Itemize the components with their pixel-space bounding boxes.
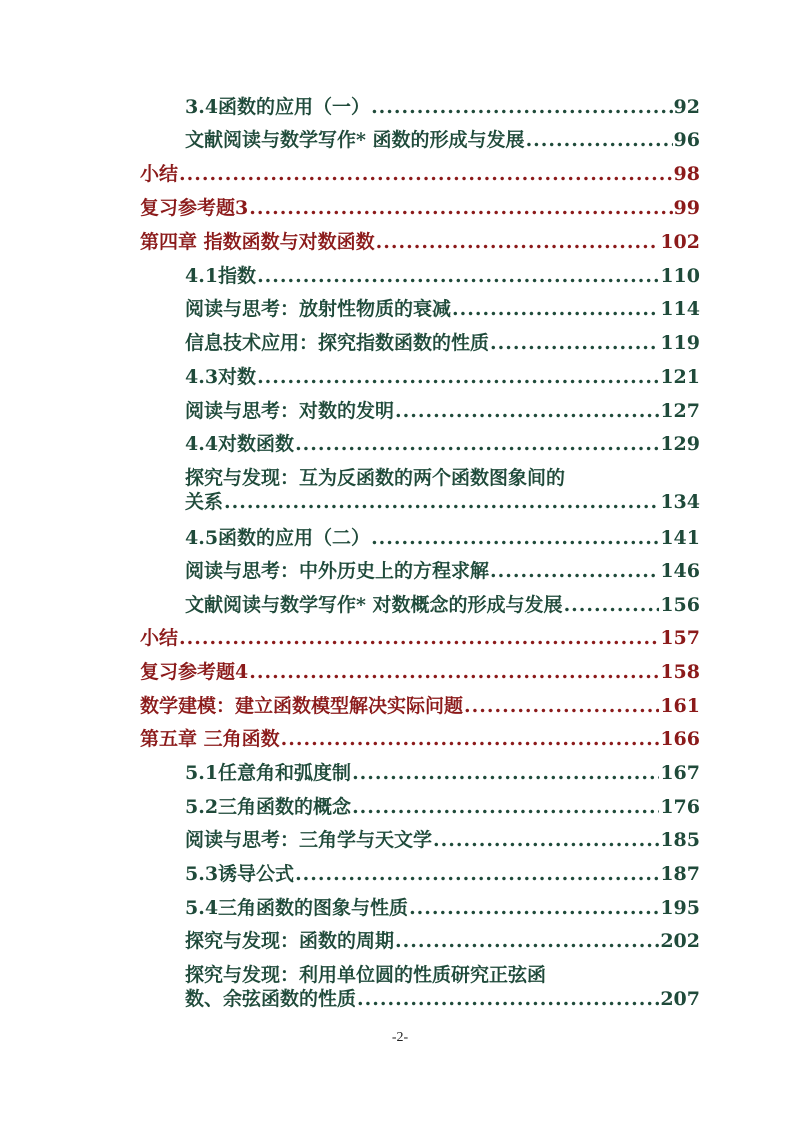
toc-title: 4.4对数函数: [185, 433, 295, 455]
toc-title: 文献阅读与数学写作* 函数的形成与发展: [185, 129, 525, 151]
toc-entry-section[interactable]: [185, 432, 700, 456]
toc-row: [0, 128, 800, 158]
toc-row: [0, 761, 800, 791]
toc-row: [0, 162, 800, 192]
toc-title-line1: 探究与发现：利用单位圆的性质研究正弦函: [185, 964, 547, 986]
toc-entry-section[interactable]: [185, 795, 700, 819]
toc-row: [0, 559, 800, 589]
toc-entry-multiline[interactable]: [185, 466, 700, 514]
toc-entry-section[interactable]: [185, 862, 700, 886]
toc-title: 第五章 三角函数: [140, 728, 280, 750]
leader-dots: [464, 694, 659, 718]
toc-page-number: 121: [660, 366, 700, 388]
toc-row: [0, 828, 800, 858]
leader-dots: [295, 862, 659, 886]
toc-page-number: 146: [660, 560, 700, 582]
toc-row: [0, 297, 800, 327]
toc-entry-section[interactable]: [185, 95, 700, 119]
toc-entry-section[interactable]: [185, 559, 700, 583]
toc-entry-multiline[interactable]: [185, 963, 700, 1011]
toc-title: 5.3诱导公式: [185, 863, 295, 885]
leader-dots: [249, 660, 659, 684]
toc-entry-chapter[interactable]: [140, 626, 700, 650]
toc-title: 5.4三角函数的图象与性质: [185, 897, 409, 919]
leader-dots: [179, 626, 659, 650]
toc-page-number: 166: [660, 728, 700, 750]
leader-dots: [352, 761, 659, 785]
leader-dots: [281, 727, 660, 751]
toc-entry-section[interactable]: [185, 761, 700, 785]
toc-page-number: 114: [660, 298, 700, 320]
toc-title: 阅读与思考：放射性物质的衰减: [185, 298, 452, 320]
leader-dots: [295, 432, 659, 456]
toc-page-number: 185: [660, 829, 700, 851]
leader-dots: [409, 896, 659, 920]
toc-page-number: 96: [673, 129, 700, 151]
toc-row: [0, 626, 800, 656]
toc-row: [0, 929, 800, 959]
toc-title: 信息技术应用：探究指数函数的性质: [185, 332, 490, 354]
toc-page-number: 202: [660, 930, 700, 952]
toc-row: [0, 365, 800, 395]
toc-title: 文献阅读与数学写作* 对数概念的形成与发展: [185, 594, 563, 616]
toc-row: [0, 963, 800, 1019]
toc-entry-section[interactable]: [185, 331, 700, 355]
toc-entry-section[interactable]: [185, 264, 700, 288]
toc-title: 复习参考题4: [140, 661, 249, 683]
leader-dots: [352, 795, 659, 819]
toc-entry-section[interactable]: [185, 128, 700, 152]
toc-page-number: 98: [673, 163, 700, 185]
toc-page-number: 127: [660, 400, 700, 422]
toc-title: 阅读与思考：对数的发明: [185, 400, 395, 422]
toc-row: [0, 727, 800, 757]
toc-title: 阅读与思考：三角学与天文学: [185, 829, 433, 851]
toc-entry-section[interactable]: [185, 526, 700, 550]
leader-dots: [224, 490, 659, 514]
toc-title: 4.3对数: [185, 366, 257, 388]
toc-page-number: 99: [673, 197, 700, 219]
toc-title: 小结: [140, 627, 179, 649]
toc-page-number: 195: [660, 897, 700, 919]
toc-row: [0, 466, 800, 522]
toc-entry-chapter[interactable]: [140, 230, 700, 254]
toc-page-number: 156: [660, 594, 700, 616]
toc-page-number: 187: [660, 863, 700, 885]
leader-dots: [357, 987, 659, 1011]
toc-entry-section[interactable]: [185, 593, 700, 617]
toc-page-number: 157: [660, 627, 700, 649]
toc-row: [0, 264, 800, 294]
toc-entry-section[interactable]: [185, 365, 700, 389]
toc-entry-section[interactable]: [185, 828, 700, 852]
toc-row: [0, 196, 800, 226]
toc-row: [0, 660, 800, 690]
toc-title-line1: 探究与发现：互为反函数的两个函数图象间的: [185, 467, 566, 489]
toc-title: 关系: [185, 491, 224, 513]
leader-dots: [490, 331, 659, 355]
leader-dots: [179, 162, 673, 186]
leader-dots: [564, 593, 660, 617]
toc-page-number: 134: [660, 491, 700, 513]
toc-page-number: 102: [660, 231, 700, 253]
toc-title: 复习参考题3: [140, 197, 249, 219]
toc-entry-section[interactable]: [185, 929, 700, 953]
leader-dots: [395, 929, 659, 953]
toc-title: 探究与发现：函数的周期: [185, 930, 395, 952]
toc-title: 数、余弦函数的性质: [185, 988, 357, 1010]
toc-title: 4.1指数: [185, 265, 257, 287]
toc-page-number: 158: [660, 661, 700, 683]
leader-dots: [395, 399, 659, 423]
toc-title: 数学建模：建立函数模型解决实际问题: [140, 695, 464, 717]
toc-page-number: 207: [660, 988, 700, 1010]
toc-page-number: 161: [660, 695, 700, 717]
toc-entry-section[interactable]: [185, 297, 700, 321]
leader-dots: [376, 230, 660, 254]
leader-dots: [249, 196, 672, 220]
toc-page-number: 167: [660, 762, 700, 784]
toc-row: [0, 331, 800, 361]
toc-title: 阅读与思考：中外历史上的方程求解: [185, 560, 490, 582]
toc-title: 4.5函数的应用（二）: [185, 527, 371, 549]
toc-title: 3.4函数的应用（一）: [185, 96, 371, 118]
toc-entry-chapter[interactable]: [140, 660, 700, 684]
toc-entry-chapter[interactable]: [140, 162, 700, 186]
leader-dots: [371, 526, 659, 550]
toc-entry-section[interactable]: [185, 896, 700, 920]
toc-entry-chapter[interactable]: [140, 727, 700, 751]
toc-row: [0, 896, 800, 926]
toc-title: 5.2三角函数的概念: [185, 796, 352, 818]
toc-entry-chapter[interactable]: [140, 694, 700, 718]
toc-page-number: 92: [673, 96, 700, 118]
toc-page-number: 110: [660, 265, 700, 287]
toc-row: [0, 230, 800, 260]
toc-page-number: 141: [660, 527, 700, 549]
toc-row: [0, 432, 800, 462]
leader-dots: [257, 264, 659, 288]
toc-row: [0, 593, 800, 623]
toc-page-number: 119: [660, 332, 700, 354]
leader-dots: [526, 128, 673, 152]
leader-dots: [433, 828, 659, 852]
toc-title: 第四章 指数函数与对数函数: [140, 231, 375, 253]
toc-row: [0, 694, 800, 724]
leader-dots: [257, 365, 659, 389]
toc-row: [0, 862, 800, 892]
toc-entry-chapter[interactable]: [140, 196, 700, 220]
toc-row: [0, 526, 800, 556]
toc-row: [0, 95, 800, 125]
toc-entry-section[interactable]: [185, 399, 700, 423]
leader-dots: [371, 95, 672, 119]
toc-page-number: 129: [660, 433, 700, 455]
leader-dots: [490, 559, 659, 583]
toc-title: 5.1任意角和弧度制: [185, 762, 352, 784]
leader-dots: [452, 297, 659, 321]
toc-title: 小结: [140, 163, 179, 185]
toc-row: [0, 399, 800, 429]
page-number: -2-: [391, 1030, 409, 1045]
toc-row: [0, 795, 800, 825]
toc-page-number: 176: [660, 796, 700, 818]
